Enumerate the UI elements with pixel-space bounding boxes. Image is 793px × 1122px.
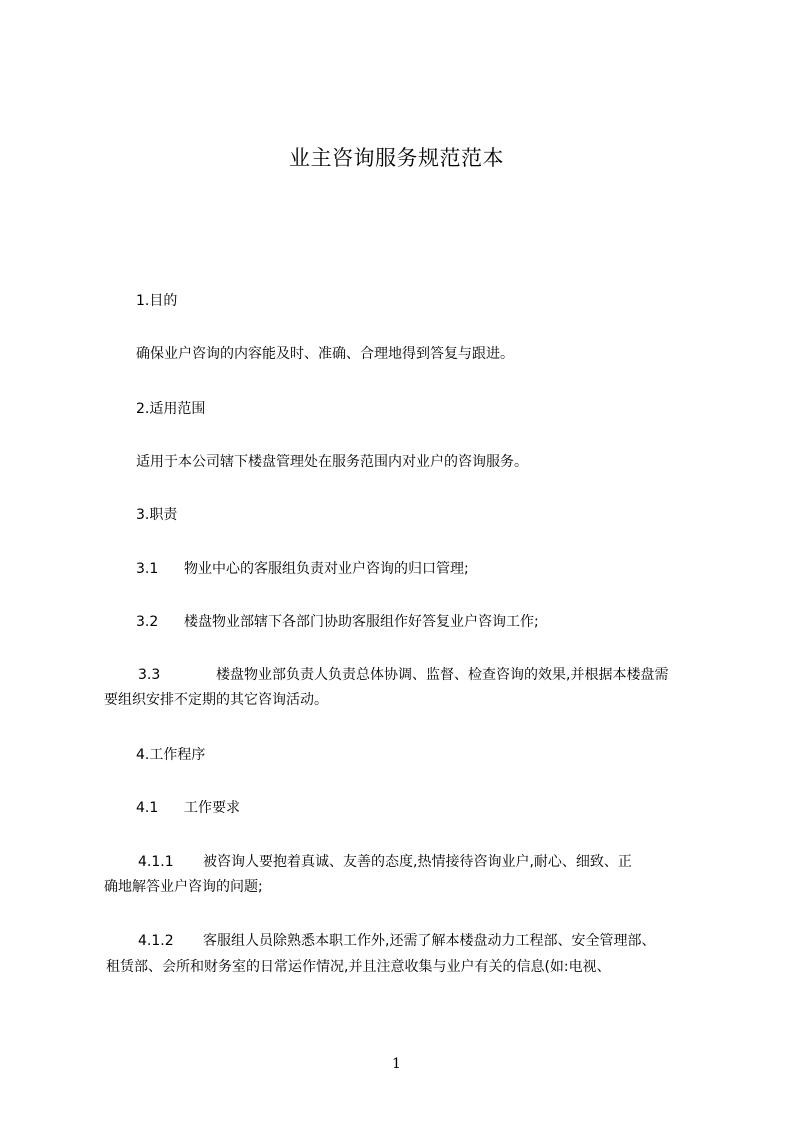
item-4-1-text: 工作要求 (184, 800, 240, 816)
item-3-3-text-line2: 要组织安排不定期的其它咨询活动。 (104, 692, 328, 708)
item-4-1-2 (138, 931, 655, 951)
section-1-text: 确保业户咨询的内容能及时、准确、合理地得到答复与跟进。 (136, 346, 514, 362)
item-3-1 (136, 559, 469, 579)
section-1-heading: 1.目的 (136, 293, 178, 309)
document-title: 业主咨询服务规范范本 (289, 146, 504, 170)
item-3-3 (138, 665, 668, 685)
item-4-1-2-text-line1: 客服组人员除熟悉本职工作外,还需了解本楼盘动力工程部、安全管理部、 (203, 933, 656, 949)
item-3-2-text: 楼盘物业部辖下各部门协助客服组作好答复业户咨询工作; (184, 614, 539, 630)
item-4-1-2-number: 4.1.2 (138, 933, 174, 949)
item-4-1-1-text-line1: 被咨询人要抱着真诚、友善的态度,热情接待咨询业户,耐心、细致、正 (203, 854, 632, 870)
item-3-3-number: 3.3 (138, 667, 161, 683)
item-4-1-1-text-line2: 确地解答业户咨询的问题; (104, 879, 263, 895)
item-4-1-1-number: 4.1.1 (138, 854, 174, 870)
section-2-heading: 2.适用范围 (136, 401, 206, 417)
item-3-1-number: 3.1 (136, 561, 159, 577)
item-4-1-number: 4.1 (136, 800, 159, 816)
page-number: 1 (392, 1056, 401, 1072)
item-3-1-text: 物业中心的客服组负责对业户咨询的归口管理; (184, 561, 469, 577)
item-3-2 (136, 612, 539, 632)
section-2-text: 适用于本公司辖下楼盘管理处在服务范围内对业户的咨询服务。 (136, 454, 528, 470)
item-3-3-text-line1: 楼盘物业部负责人负责总体协调、监督、检查咨询的效果,并根据本楼盘需 (216, 667, 669, 683)
item-4-1-2-text-line2: 租赁部、会所和财务室的日常运作情况,并且注意收集与业户有关的信息(如:电视、 (106, 959, 611, 975)
item-3-2-number: 3.2 (136, 614, 159, 630)
item-4-1 (136, 798, 240, 818)
section-4-heading: 4.工作程序 (136, 747, 206, 763)
section-3-heading: 3.职责 (136, 507, 178, 523)
item-4-1-1 (138, 852, 632, 872)
